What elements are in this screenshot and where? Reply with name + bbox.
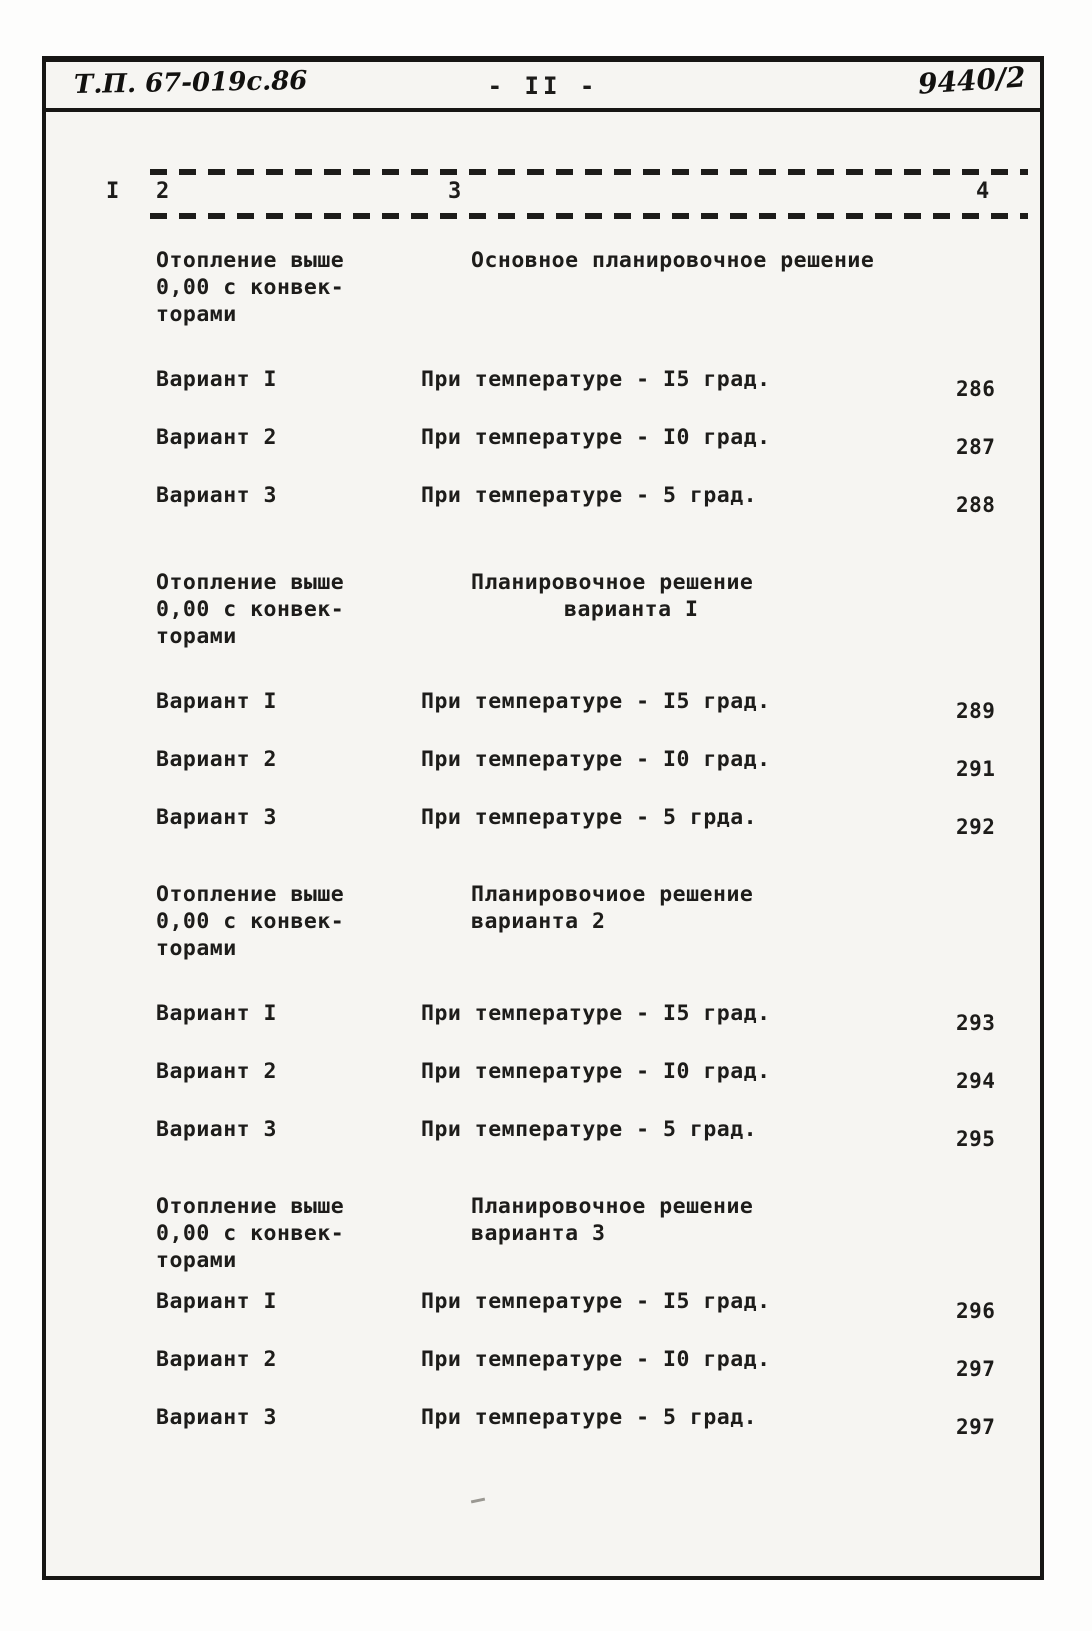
description-cell: При температуре - I0 град.: [421, 747, 771, 772]
table-section: [106, 881, 1030, 1153]
page-ref-cell: 286: [956, 377, 996, 401]
section-rows: [106, 688, 1030, 841]
variant-cell: Вариант I: [156, 1289, 277, 1314]
column-header-2: 2: [156, 179, 170, 204]
table-row: [106, 1288, 1030, 1325]
table-row: [106, 1404, 1030, 1441]
table-row: [106, 1346, 1030, 1383]
page-ref-cell: 292: [956, 815, 996, 839]
table-header-dashed-rule-bottom: [150, 213, 1028, 219]
table-row: [106, 1000, 1030, 1037]
page-ref-cell: 287: [956, 435, 996, 459]
table-row: [106, 1058, 1030, 1095]
sheet-number: 9440/2: [917, 60, 1028, 101]
description-cell: При температуре - I5 град.: [421, 1001, 771, 1026]
page-ref-cell: 289: [956, 699, 996, 723]
description-cell: При температуре - I0 град.: [421, 1059, 771, 1084]
scan-artifact-mark: [471, 1498, 485, 1504]
table-row: [106, 366, 1030, 403]
page-ref-cell: 288: [956, 493, 996, 517]
section-rows: [106, 1288, 1030, 1441]
page-ref-cell: 295: [956, 1127, 996, 1151]
description-cell: При температуре - I0 град.: [421, 425, 771, 450]
section-heading: [106, 881, 1030, 962]
page-ref-cell: 294: [956, 1069, 996, 1093]
description-cell: При температуре - I5 град.: [421, 1289, 771, 1314]
variant-cell: Вариант I: [156, 689, 277, 714]
table-row: [106, 688, 1030, 725]
table-row: [106, 1116, 1030, 1153]
page-number: - II -: [487, 72, 599, 100]
variant-cell: Вариант 2: [156, 1059, 277, 1084]
description-cell: При температуре - 5 град.: [421, 1405, 758, 1430]
description-cell: При температуре - 5 град.: [421, 1117, 758, 1142]
description-cell: При температуре - 5 град.: [421, 483, 758, 508]
column-header-row: [106, 179, 1030, 205]
table-header-dashed-rule-top: [150, 169, 1028, 175]
column-header-4: 4: [976, 179, 990, 204]
variant-cell: Вариант I: [156, 367, 277, 392]
document-header: [46, 62, 1040, 112]
table-row: [106, 482, 1030, 519]
group-name: Отопление выше 0,00 с конвек- торами: [156, 570, 345, 649]
variant-cell: Вариант 2: [156, 425, 277, 450]
variant-cell: Вариант 2: [156, 747, 277, 772]
description-cell: При температуре - I5 град.: [421, 689, 771, 714]
page-ref-cell: 297: [956, 1415, 996, 1439]
variant-cell: Вариант 3: [156, 805, 277, 830]
variant-cell: Вариант 3: [156, 1405, 277, 1430]
table-row: [106, 804, 1030, 841]
variant-cell: Вариант 2: [156, 1347, 277, 1372]
variant-cell: Вариант 3: [156, 1117, 277, 1142]
page-ref-cell: 291: [956, 757, 996, 781]
table-row: [106, 424, 1030, 461]
variant-cell: Вариант I: [156, 1001, 277, 1026]
scanned-page-frame: [42, 56, 1044, 1580]
table-section: [106, 247, 1030, 519]
section-rows: [106, 1000, 1030, 1153]
column-header-3: 3: [448, 179, 462, 204]
group-name: Отопление выше 0,00 с конвек- торами: [156, 248, 345, 327]
section-description: Планировочиое решение варианта 2: [471, 882, 754, 934]
table-row: [106, 746, 1030, 783]
table-section: [106, 569, 1030, 841]
page-ref-cell: 297: [956, 1357, 996, 1381]
page-ref-cell: 293: [956, 1011, 996, 1035]
section-rows: [106, 366, 1030, 519]
section-description: Планировочное решение варианта 3: [471, 1194, 754, 1246]
document-code: Т.П. 67-019с.86: [73, 65, 308, 101]
description-cell: При температуре - I5 град.: [421, 367, 771, 392]
page-ref-cell: 296: [956, 1299, 996, 1323]
description-cell: При температуре - 5 грда.: [421, 805, 758, 830]
column-header-1: I: [106, 179, 120, 204]
table-section: [106, 1193, 1030, 1441]
section-heading: [106, 247, 1030, 328]
index-table: [46, 169, 1040, 1441]
section-heading: [106, 1193, 1030, 1274]
group-name: Отопление выше 0,00 с конвек- торами: [156, 1194, 345, 1273]
section-description: Основное планировочное решение: [471, 248, 875, 273]
group-name: Отопление выше 0,00 с конвек- торами: [156, 882, 345, 961]
section-heading: [106, 569, 1030, 650]
variant-cell: Вариант 3: [156, 483, 277, 508]
section-description: Планировочное решение варианта I: [471, 570, 754, 622]
description-cell: При температуре - I0 град.: [421, 1347, 771, 1372]
